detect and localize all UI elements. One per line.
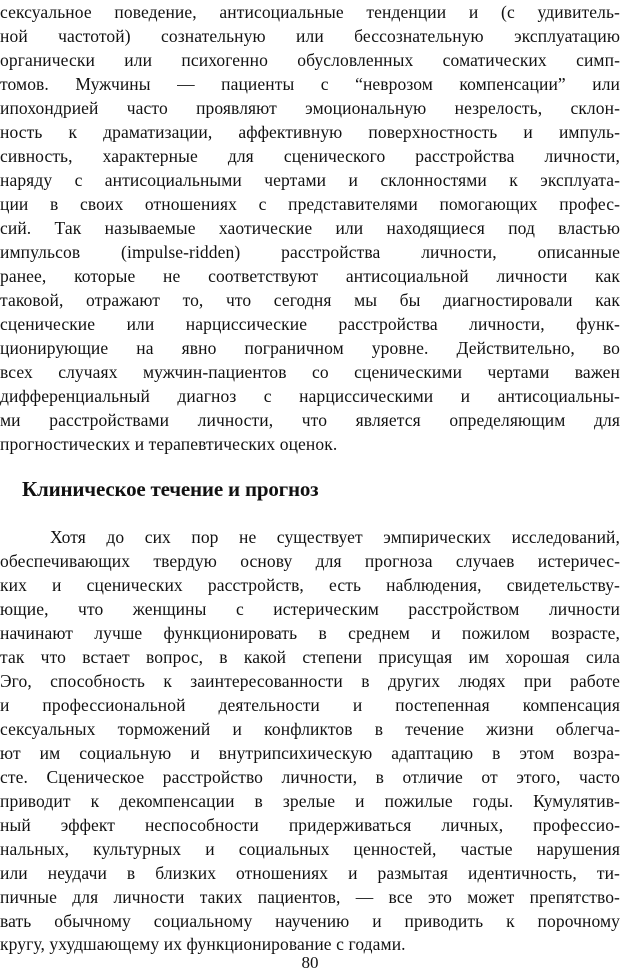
- text-line: кругу, ухудшающему их функционирование с годами.: [0, 934, 406, 954]
- text-line: ипохондрией часто проявляют эмоциональную незрелость, склон-: [0, 98, 620, 118]
- text-line: ют им социальную и внутрипсихическую адаптацию в этом возра-: [0, 743, 620, 763]
- text-line: сексуальное поведение, антисоциальные тенденции и (с удивитель-: [0, 2, 620, 22]
- text-line: и профессиональной деятельности и постепенная компенсация: [0, 695, 620, 715]
- text-line: ной частотой) сознательную или бессознательную эксплуатацию: [0, 26, 620, 46]
- text-line: ный эффект неспособности придерживаться личных, профессио-: [0, 815, 620, 835]
- text-line: томов. Мужчины — пациенты с “неврозом компенсации” или: [0, 74, 620, 94]
- text-line: сте. Сценическое расстройство личности, в отличие от этого, часто: [0, 767, 620, 787]
- text-line: прогностических и терапевтических оценок.: [0, 434, 338, 454]
- text-line: сий. Так называемые хаотические или находящиеся под властью: [0, 218, 620, 238]
- text-line: сексуальных торможений и конфликтов в течение жизни облегча-: [0, 719, 620, 739]
- text-line: сценические или нарциссические расстройства личности, функ-: [0, 314, 620, 334]
- text-line: дифференциальный диагноз с нарциссическими и антисоциальны-: [0, 386, 620, 406]
- text-line: таковой, отражают то, что сегодня мы бы диагностировали как: [0, 290, 620, 310]
- text-line: нальных, культурных и социальных ценностей, частые нарушения: [0, 839, 620, 859]
- text-line: ми расстройствами личности, что является определяющим для: [0, 410, 620, 430]
- text-line: пичные для личности таких пациентов, — все это может препятство-: [0, 887, 620, 907]
- text-line: всех случаях мужчин-пациентов со сценическими чертами важен: [0, 362, 620, 382]
- text-line: наряду с антисоциальными чертами и склонностями к эксплуата-: [0, 170, 620, 190]
- text-line: вать обычному социальному научению и приводить к порочному: [0, 911, 620, 931]
- text-line: ющие, что женщины с истерическим расстройством личности: [0, 599, 620, 619]
- text-line: начинают лучше функционировать в среднем и пожилом возрасте,: [0, 623, 620, 643]
- text-line: Эго, способность к заинтересованности в других людях при работе: [0, 671, 620, 691]
- text-line: импульсов (impulse-ridden) расстройства личности, описанные: [0, 242, 620, 262]
- text-line: ции в своих отношениях с представителями помогающих профес-: [0, 194, 620, 214]
- text-line: ционирующие на явно пограничном уровне. Действительно, во: [0, 338, 620, 358]
- text-line: ранее, которые не соответствуют антисоциальной личности как: [0, 266, 620, 286]
- text-line: так что встает вопрос, в какой степени присущая им хорошая сила: [0, 647, 620, 667]
- text-line: органически или психогенно обусловленных соматических симп-: [0, 50, 620, 70]
- page-number: 80: [301, 953, 319, 972]
- text-line: приводит к декомпенсации в зрелые и пожилые годы. Кумулятив-: [0, 791, 620, 811]
- section-heading: Клиническое течение и прогноз: [22, 477, 319, 501]
- text-line: сивность, характерные для сценического расстройства личности,: [0, 146, 620, 166]
- text-line: обеспечивающих твердую основу для прогноза случаев истеричес-: [0, 551, 620, 571]
- text-line: ких и сценических расстройств, есть наблюдения, свидетельству-: [0, 575, 620, 595]
- text-line: Хотя до сих пор не существует эмпирических исследований,: [50, 527, 620, 547]
- text-line: ность к драматизации, аффективную поверхностность и импуль-: [0, 122, 620, 142]
- text-line: или неудачи в близких отношениях и размытая идентичность, ти-: [0, 863, 620, 883]
